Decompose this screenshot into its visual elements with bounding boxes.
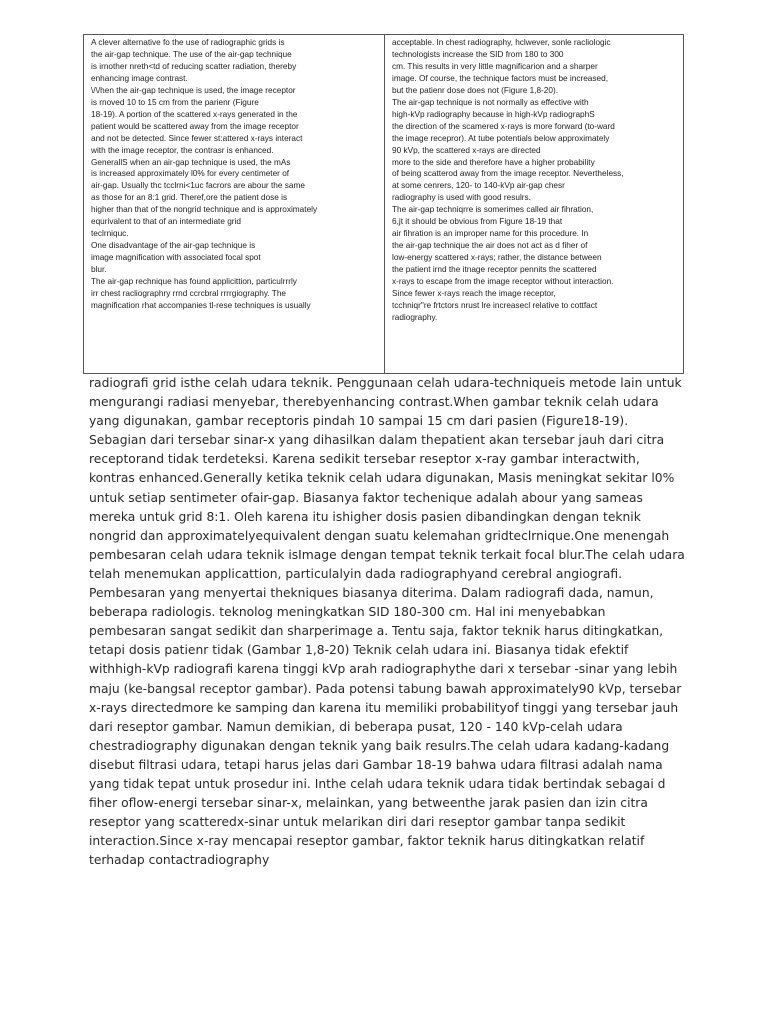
scanned-text-left-column: A clever alternative fo the use of radiographic grids is the air-gap technique. The use of the air-gap technique is irnother nreth<td of reducing scatter radiation, thereby enhancing image contrast. \/\/hen the air-gap technique is used, the image receptor is rnoved 10 to 15 cm from the parienr (Figure 18-19). A portion of the scattered x-rays generated in the patient would be scattered away from the image receptor and not be detected. Since fewer st:attered x-rays interact with the image receptor, the contrasr is enhanced. GenerallS when an air-gap technique is used, the mAs is increased approximately l0% for every centimeter of air-gap. Usually thc tcclrni<1uc facrors are abour the same as those for an 8:1 grid. Theref,ore the patient dose is higher than that of the nongrid technique and is approximately equrivalent to that of an intermediate grid teclrniquc. One disadvantage of the air-gap technique is image magnification with associated focal spot blur. The air-gap rechnique has found applicittion, particulrrrly irr chest racliographry rrnd ccrcbral rrrrgiography. The magnification rhat accompanies tl-rese techniques is usually (84, 35, 385, 373)
scanned-source-table (83, 34, 684, 374)
scanned-text-right-column: acceptable. In chest radiography, hclwever, sonle racliologic technologists increase the SID from 180 to 300 cm. This results in very little magnificarion and a sharper image. Of course, the technique factors must be increased, but the patienr dose does not (Figure 1,8-20). The air-gap technique is not normally as effective with high-kVp radiography because in high-kVp radiographS the direction of the scamered x-rays is more forward (to-ward the image recepror). At tube potentials below approximately 90 kVp, the scattered x-rays are directed more to the side and therefore have a higher probability of being scatterod away from the image receptor. Nevertheless, at some cenrers, 120- to 140-kVp air-gap chesr radiography is used with good resulrs. The air-gap techniqrre is somerimes called air fihration, 6,jt it should be obvious from Figure 18-19 that air fihration is an improper name for this procedure. In the air-gap technique the air does not act as d fiher of low-energy scattered x-rays; rather, the distance between the patient irnd the itnage receptor pennits the scattered x-rays to escape from the image receptor without interaction. Since fewer x-rays reach the image receptor, tcchniqr"re frtctors nrust lre increasecl relative to cottfact radiography. (392, 38, 624, 322)
translated-paragraph: radiografi grid isthe celah udara teknik. Penggunaan celah udara-techniqueis metode lain untuk mengurangi radiasi menyebar, therebyenhancing contrast.When gambar teknik celah udara yang digunakan, gambar receptoris pindah 10 sampai 15 cm dari pasien (Figure18-19). Sebagian dari tersebar sinar-x yang dihasilkan dalam thepatient akan tersebar jauh dari citra receptorand tidak terdeteksi. Karena sedikit tersebar reseptor x-ray gambar interactwith, kontras enhanced.Generally ketika teknik celah udara digunakan, Masis meningkat sekitar l0% untuk setiap sentimeter ofair-gap. Biasanya faktor techenique adalah abour yang sameas mereka untuk grid 8:1. Oleh karena itu ishigher dosis pasien dibandingkan dengan teknik nongrid dan approximatelyequivalent dengan suatu kelemahan gridteclrnique.One menengah pembesaran celah udara teknik isImage dengan tempat teknik terkait focal blur.The celah udara telah menemukan applicattion, particulalyin dada radiographyand cerebral angiografi. Pembesaran yang menyertai thekniques biasanya diterima. Dalam radiografi dada, namun, beberapa radiologis. teknolog meningkatkan SID 180-300 cm. Hal ini menyebabkan pembesaran sangat sedikit dan sharperimage a. Tentu saja, faktor teknik harus ditingkatkan, tetapi dosis patienr tidak (Gambar 1,8-20) Teknik celah udara ini. Biasanya tidak efektif withhigh-kVp radiografi karena tinggi kVp arah radiographythe dari x tersebar -sinar yang lebih maju (ke-bangsal receptor gambar). Pada potensi tabung bawah approximately90 kVp, tersebar x-rays directedmore ke samping dan karena itu memiliki probabilityof tinggi yang tersebar jauh dari reseptor gambar. Namun demikian, di beberapa pusat, 120 - 140 kVp-celah udara chestradiography digunakan dengan teknik yang baik resulrs.The celah udara kadang-kadang disebut filtrasi udara, tetapi harus jelas dari Gambar 18-19 bahwa udara filtrasi adalah nama yang tidak tepat untuk prosedur ini. Inthe celah udara teknik udara tidak bertindak sebagai d fiher oflow-energi tersebar sinar-x, melainkan, yang betweenthe jarak pasien dan izin citra reseptor yang scatteredx-sinar untuk melarikan diri dari reseptor gambar tanpa sedikit interaction.Since x-ray mencapai reseptor gambar, faktor teknik harus ditingkatkan relatif terhadap contactradiography (89, 376, 685, 868)
